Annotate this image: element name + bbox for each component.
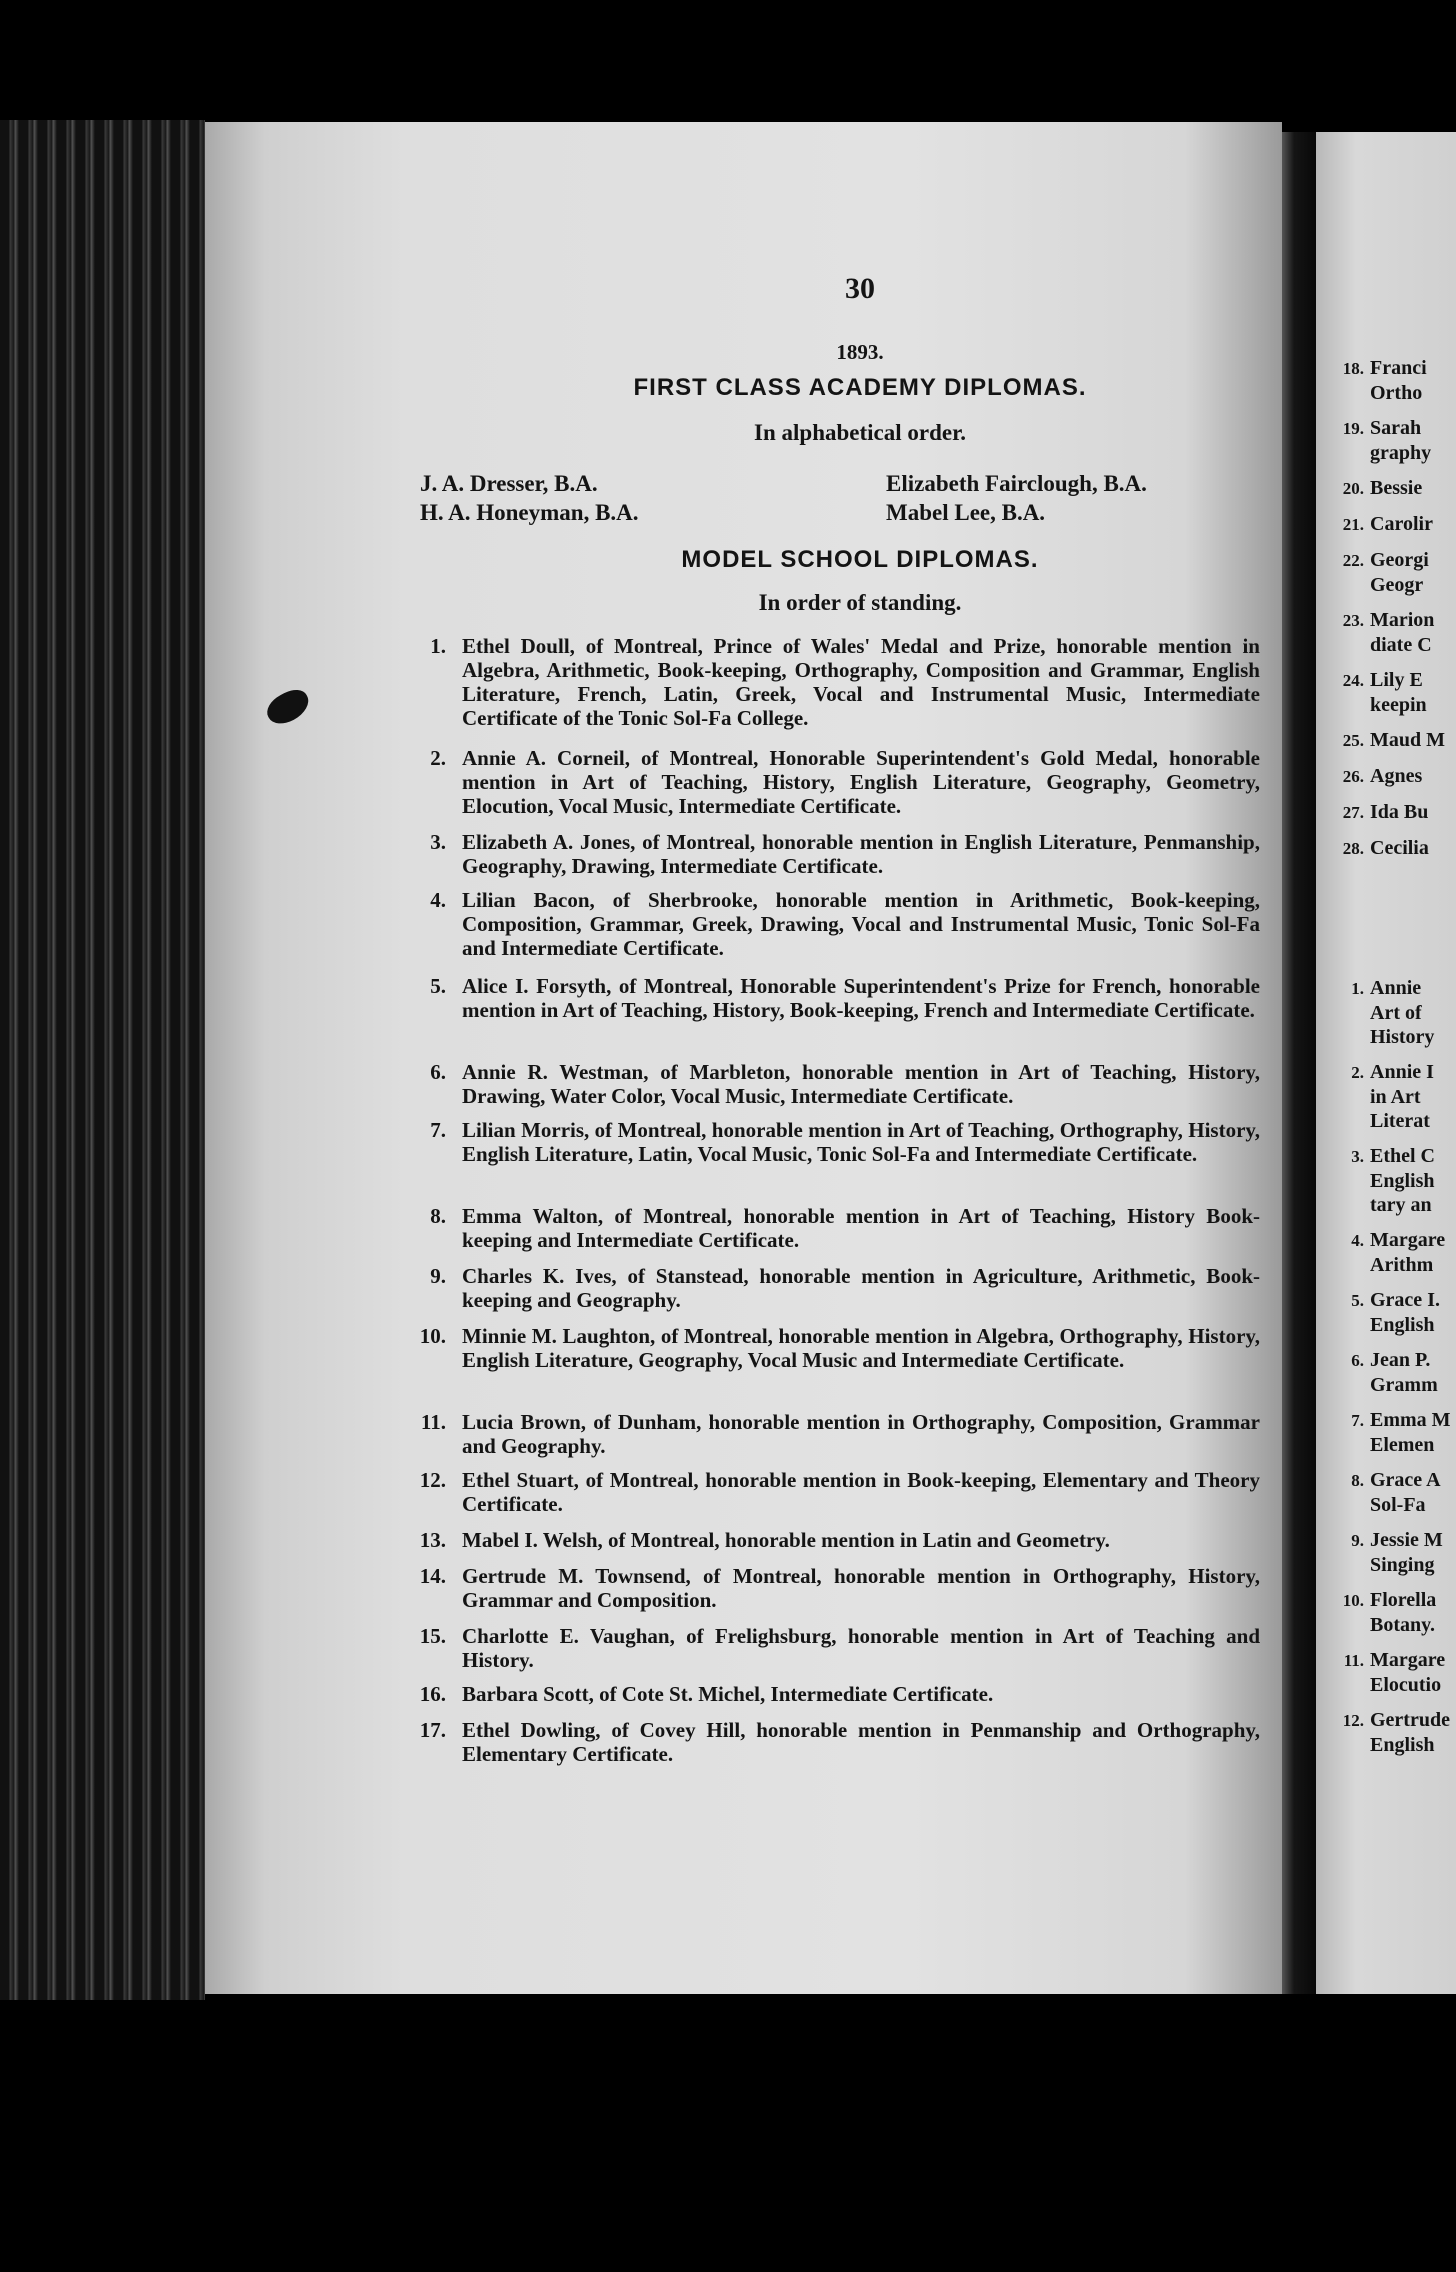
facing-text: Lily E [1370, 669, 1423, 691]
facing-text: Grace I. [1370, 1289, 1440, 1311]
facing-text: diate C [1370, 634, 1432, 656]
facing-line [1338, 976, 1434, 1049]
entry-number: 16. [419, 1682, 446, 1706]
facing-text: Gertrude [1370, 1709, 1450, 1731]
entry-text: Annie R. Westman, of Marbleton, honorable mention in Art of Teaching, History, Drawing, Water Color, Vocal Music, Intermediate Certificate. [462, 1060, 1260, 1108]
facing-text: Agnes [1370, 765, 1423, 787]
graduate-name: H. A. Honeyman, B.A. [420, 500, 639, 525]
ink-blot [262, 684, 314, 729]
facing-text: Annie I [1370, 1061, 1434, 1083]
facing-line [1338, 764, 1422, 789]
facing-line [1338, 476, 1422, 501]
entry-text: Annie A. Corneil, of Montreal, Honorable Superintendent's Gold Medal, honorable mention in Art of Teaching, History, English Literature, Geography, Geometry, Elocution, Vocal Music, Intermediate Certificate. [462, 746, 1260, 818]
graduate-name: Elizabeth Fairclough, B.A. [886, 471, 1147, 496]
facing-line [1338, 1060, 1434, 1133]
page-number: 30 [845, 272, 875, 305]
facing-text: Bessie [1370, 477, 1423, 499]
facing-text: Art of [1370, 1002, 1422, 1024]
facing-number: 8. [1351, 1471, 1364, 1490]
facing-text: Georgi [1370, 549, 1429, 571]
facing-text: Carolir [1370, 513, 1433, 535]
entry-text: Minnie M. Laughton, of Montreal, honorable mention in Algebra, Orthography, History, English Literature, Geography, Vocal Music and Intermediate Certificate. [462, 1324, 1260, 1372]
graduate-name: Mabel Lee, B.A. [886, 500, 1046, 525]
entry-number: 4. [430, 888, 446, 912]
facing-number: 26. [1342, 767, 1364, 786]
facing-text: keepin [1370, 694, 1427, 716]
entry-number: 12. [419, 1468, 446, 1492]
entry-text: Gertrude M. Townsend, of Montreal, honorable mention in Orthography, History, Grammar and Composition. [462, 1564, 1260, 1612]
facing-line [1338, 1348, 1438, 1397]
facing-line [1338, 1468, 1441, 1517]
facing-line [1338, 800, 1428, 825]
model-school-heading: MODEL SCHOOL DIPLOMAS. [681, 546, 1039, 573]
facing-text: Literat [1370, 1110, 1430, 1132]
facing-number: 4. [1351, 1231, 1364, 1250]
facing-line [1338, 356, 1427, 405]
entry-text: Lilian Morris, of Montreal, honorable mention in Art of Teaching, Orthography, History, English Literature, Latin, Vocal Music, Tonic Sol-Fa and Intermediate Certificate. [462, 1118, 1260, 1166]
facing-line [1338, 1144, 1435, 1217]
entry-text: Mabel I. Welsh, of Montreal, honorable mention in Latin and Geometry. [462, 1528, 1110, 1552]
facing-number: 11. [1343, 1651, 1364, 1670]
facing-number: 21. [1342, 515, 1364, 534]
facing-text: Maud M [1370, 729, 1445, 751]
entry-number: 2. [430, 746, 446, 770]
facing-line [1338, 548, 1429, 597]
model-school-subheading: In order of standing. [758, 590, 962, 615]
facing-line [1338, 512, 1433, 537]
entry-number: 13. [419, 1528, 446, 1552]
facing-text: Jean P. [1370, 1349, 1431, 1371]
entry-text: Charles K. Ives, of Stanstead, honorable mention in Agriculture, Arithmetic, Book-keeping and Geography. [462, 1264, 1260, 1312]
facing-text: Cecilia [1370, 837, 1429, 859]
facing-text: Marion [1370, 609, 1435, 631]
facing-number: 22. [1342, 551, 1364, 570]
facing-text: in Art [1370, 1086, 1421, 1108]
year-heading: 1893. [836, 340, 884, 364]
facing-text: History [1370, 1026, 1435, 1048]
graduate-name: J. A. Dresser, B.A. [420, 471, 598, 496]
entry-text: Lucia Brown, of Dunham, honorable mention in Orthography, Composition, Grammar and Geography. [462, 1410, 1260, 1458]
facing-text: Franci [1370, 357, 1427, 379]
facing-text: Botany. [1370, 1614, 1436, 1636]
academy-subheading: In alphabetical order. [754, 420, 966, 445]
facing-text: Geogr [1370, 574, 1424, 596]
entry-number: 14. [419, 1564, 446, 1588]
entry-number: 15. [419, 1624, 446, 1648]
entry-text: Charlotte E. Vaughan, of Frelighsburg, honorable mention in Art of Teaching and History. [462, 1624, 1260, 1672]
facing-line [1338, 1708, 1450, 1757]
facing-text: English [1370, 1170, 1435, 1192]
facing-number: 12. [1342, 1711, 1364, 1730]
facing-text: Annie [1370, 977, 1422, 999]
facing-text: Florella [1370, 1589, 1437, 1611]
entry-number: 17. [419, 1718, 446, 1742]
facing-text: Emma M [1370, 1409, 1451, 1431]
facing-number: 9. [1351, 1531, 1364, 1550]
entry-number: 5. [430, 974, 446, 998]
facing-line [1338, 728, 1445, 753]
entry-number: 7. [430, 1118, 446, 1142]
academy-heading: FIRST CLASS ACADEMY DIPLOMAS. [633, 374, 1087, 401]
facing-line [1338, 1588, 1436, 1637]
facing-number: 3. [1351, 1147, 1364, 1166]
facing-number: 20. [1342, 479, 1364, 498]
facing-line [1338, 1288, 1440, 1337]
facing-line [1338, 1408, 1451, 1457]
facing-number: 28. [1342, 839, 1364, 858]
facing-text: Grace A [1370, 1469, 1441, 1491]
facing-text: Ida Bu [1370, 801, 1429, 823]
facing-text: English [1370, 1314, 1435, 1336]
facing-text: Ethel C [1370, 1145, 1435, 1167]
facing-line [1338, 668, 1427, 717]
entry-number: 3. [430, 830, 446, 854]
facing-number: 10. [1342, 1591, 1364, 1610]
facing-text: Elemen [1370, 1434, 1435, 1456]
facing-line [1338, 1528, 1443, 1577]
facing-number: 25. [1342, 731, 1364, 750]
facing-text: Singing [1370, 1554, 1435, 1576]
entry-number: 11. [420, 1410, 446, 1434]
facing-text: Sol-Fa [1370, 1494, 1426, 1516]
facing-text: Ortho [1370, 382, 1423, 404]
facing-text: Arithm [1370, 1254, 1434, 1276]
facing-number: 24. [1342, 671, 1364, 690]
entry-text: Elizabeth A. Jones, of Montreal, honorable mention in English Literature, Penmanship, Geography, Drawing, Intermediate Certificate. [462, 830, 1260, 878]
facing-line [1338, 416, 1431, 465]
entry-text: Alice I. Forsyth, of Montreal, Honorable Superintendent's Prize for French, honorable mention in Art of Teaching, History, Book-keeping, French and Intermediate Certificate. [462, 974, 1260, 1022]
entry-text: Barbara Scott, of Cote St. Michel, Intermediate Certificate. [462, 1682, 994, 1706]
facing-number: 7. [1351, 1411, 1364, 1430]
facing-text: Margare [1370, 1649, 1446, 1671]
entry-number: 9. [430, 1264, 446, 1288]
facing-text: Sarah [1370, 417, 1422, 439]
facing-line [1338, 608, 1434, 657]
facing-text: Jessie M [1370, 1529, 1443, 1551]
facing-line [1338, 836, 1429, 861]
facing-number: 2. [1351, 1063, 1364, 1082]
entry-text: Ethel Stuart, of Montreal, honorable mention in Book-keeping, Elementary and Theory Certificate. [462, 1468, 1260, 1516]
entry-text: Ethel Doull, of Montreal, Prince of Wales' Medal and Prize, honorable mention in Algebra, Arithmetic, Book-keeping, Orthography, Composition and Grammar, English Literature, French, Latin, Greek, Vocal and Instrumental Music, Intermediate Certificate of the Tonic Sol-Fa College. [462, 634, 1260, 730]
facing-number: 23. [1342, 611, 1364, 630]
facing-number: 27. [1342, 803, 1364, 822]
facing-text: tary an [1370, 1194, 1432, 1216]
entry-text: Ethel Dowling, of Covey Hill, honorable mention in Penmanship and Orthography, Elementary Certificate. [462, 1718, 1260, 1766]
facing-text: Elocutio [1370, 1674, 1442, 1696]
entry-number: 10. [419, 1324, 446, 1348]
facing-text: graphy [1370, 442, 1432, 464]
facing-line [1338, 1648, 1445, 1697]
entry-text: Emma Walton, of Montreal, honorable mention in Art of Teaching, History Book-keeping and Intermediate Certificate. [462, 1204, 1260, 1252]
entry-number: 1. [430, 634, 446, 658]
facing-text: English [1370, 1734, 1435, 1756]
facing-number: 5. [1351, 1291, 1364, 1310]
facing-text: Margare [1370, 1229, 1446, 1251]
entry-text: Lilian Bacon, of Sherbrooke, honorable mention in Arithmetic, Book-keeping, Composition, Grammar, Greek, Drawing, Vocal and Instrumental Music, Tonic Sol-Fa and Intermediate Certificate. [462, 888, 1260, 960]
facing-number: 19. [1342, 419, 1364, 438]
facing-number: 6. [1351, 1351, 1364, 1370]
facing-text: Gramm [1370, 1374, 1438, 1396]
entry-number: 8. [430, 1204, 446, 1228]
entry-number: 6. [430, 1060, 446, 1084]
facing-number: 18. [1342, 359, 1364, 378]
facing-number: 1. [1351, 979, 1364, 998]
facing-line [1338, 1228, 1445, 1277]
